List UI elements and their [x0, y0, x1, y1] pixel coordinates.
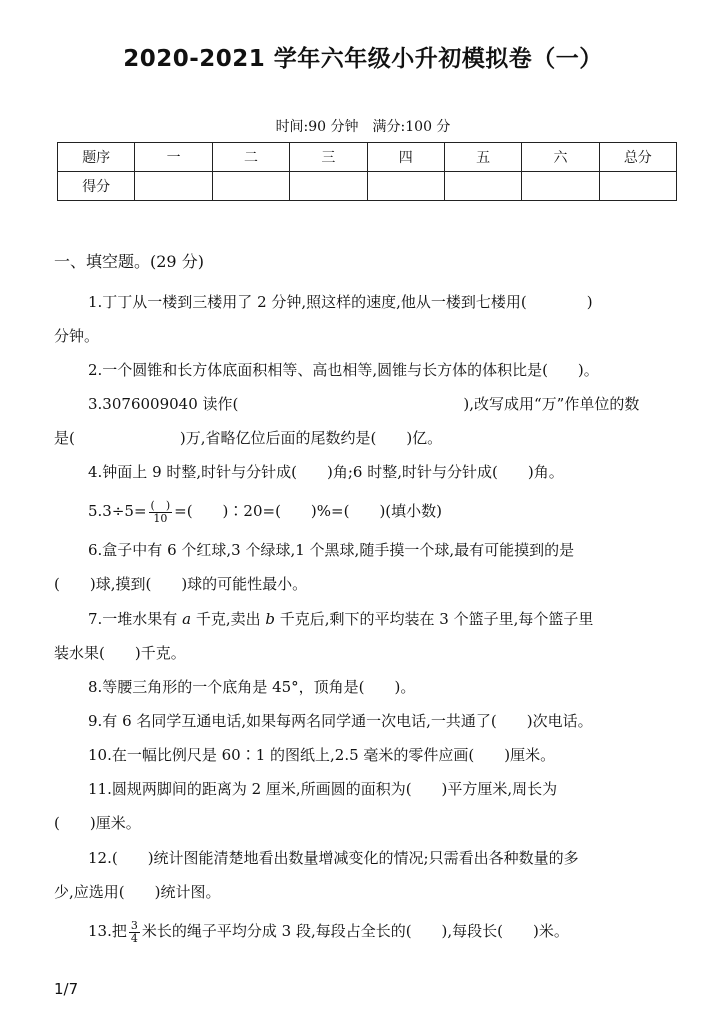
score-header-cell: 二	[212, 143, 289, 172]
question-7	[54, 602, 684, 670]
question-text: 4.钟面上 9 时整,时针与分针成( )角;6 时整,时针与分针成( )角。	[88, 463, 564, 481]
question-text: 6.盒子中有 6 个红球,3 个绿球,1 个黑球,随手摸一个球,最有可能摸到的是	[88, 541, 575, 559]
exam-meta: 时间:90 分钟 满分:100 分	[275, 119, 451, 135]
score-header-cell: 三	[290, 143, 367, 172]
variable-b: b	[265, 610, 275, 628]
score-header-cell: 四	[367, 143, 444, 172]
score-cell	[135, 172, 212, 201]
score-header-cell: 题序	[58, 143, 135, 172]
score-row-label: 得分	[58, 172, 135, 201]
question-text: 2.一个圆锥和长方体底面积相等、高也相等,圆锥与长方体的体积比是( )。	[88, 361, 599, 379]
score-cell	[522, 172, 599, 201]
question-5	[54, 494, 684, 528]
question-text: ( )球,摸到( )球的可能性最小。	[54, 575, 308, 593]
page-title: 2020-2021 学年六年级小升初模拟卷（一）	[123, 46, 603, 72]
question-text: 7.一堆水果有	[88, 610, 183, 628]
score-cell	[367, 172, 444, 201]
question-9	[54, 704, 684, 738]
question-text: 12.( )统计图能清楚地看出数量增减变化的情况;只需看出各种数量的多	[88, 849, 579, 867]
question-text: 装水果( )千克。	[54, 644, 186, 662]
question-text: 3.3076009040 读作( ),改写成用“万”作单位的数	[88, 395, 640, 413]
score-header-cell: 五	[444, 143, 521, 172]
question-text: 10.在一幅比例尺是 60∶1 的图纸上,2.5 毫米的零件应画( )厘米。	[88, 746, 556, 764]
question-text: 分钟。	[54, 327, 100, 345]
score-cell	[212, 172, 289, 201]
question-text: 千克后,剩下的平均装在 3 个篮子里,每个篮子里	[274, 610, 594, 628]
question-12	[54, 841, 684, 909]
fraction-denominator: 4	[130, 931, 138, 945]
score-header-cell: 六	[522, 143, 599, 172]
question-4	[54, 455, 684, 489]
section-heading: 一、填空题。(29 分)	[54, 252, 204, 271]
question-text: 千克,卖出	[191, 610, 266, 628]
question-13	[54, 914, 684, 948]
question-text: 1.丁丁从一楼到三楼用了 2 分钟,照这样的速度,他从一楼到七楼用( )	[88, 293, 593, 311]
question-text: 13.把	[88, 922, 127, 940]
score-header-cell: 一	[135, 143, 212, 172]
score-table-row	[58, 172, 677, 201]
fraction-numerator: ( )	[150, 498, 171, 512]
question-10	[54, 738, 684, 772]
question-text: 9.有 6 名同学互通电话,如果每两名同学通一次电话,一共通了( )次电话。	[88, 712, 593, 730]
question-1	[54, 285, 684, 353]
question-2	[54, 353, 684, 387]
page-number: 1/7	[54, 980, 79, 998]
score-table	[57, 142, 677, 201]
question-text: 8.等腰三角形的一个底角是 45°，顶角是( )。	[88, 678, 416, 696]
question-text: 少,应选用( )统计图。	[54, 883, 221, 901]
score-header-cell: 总分	[599, 143, 676, 172]
question-11	[54, 772, 684, 840]
fraction-numerator: 3	[130, 918, 138, 932]
question-text: 5.3÷5=	[88, 502, 147, 520]
question-text: ( )厘米。	[54, 814, 141, 832]
question-text: 是( )万,省略亿位后面的尾数约是( )亿。	[54, 429, 443, 447]
question-6	[54, 533, 684, 601]
question-text: 米长的绳子平均分成 3 段,每段占全长的( ),每段长( )米。	[141, 922, 569, 940]
question-text: 11.圆规两脚间的距离为 2 厘米,所画圆的面积为( )平方厘米,周长为	[88, 780, 558, 798]
fraction-denominator: 10	[153, 511, 168, 525]
score-table-header-row	[58, 143, 677, 172]
fraction	[149, 500, 173, 525]
question-8	[54, 670, 684, 704]
fraction	[129, 920, 140, 945]
question-3	[54, 387, 684, 455]
score-cell	[599, 172, 676, 201]
score-cell	[444, 172, 521, 201]
variable-a: a	[182, 610, 192, 628]
score-cell	[290, 172, 367, 201]
question-text: =( )∶20=( )%=( )(填小数)	[174, 502, 443, 520]
